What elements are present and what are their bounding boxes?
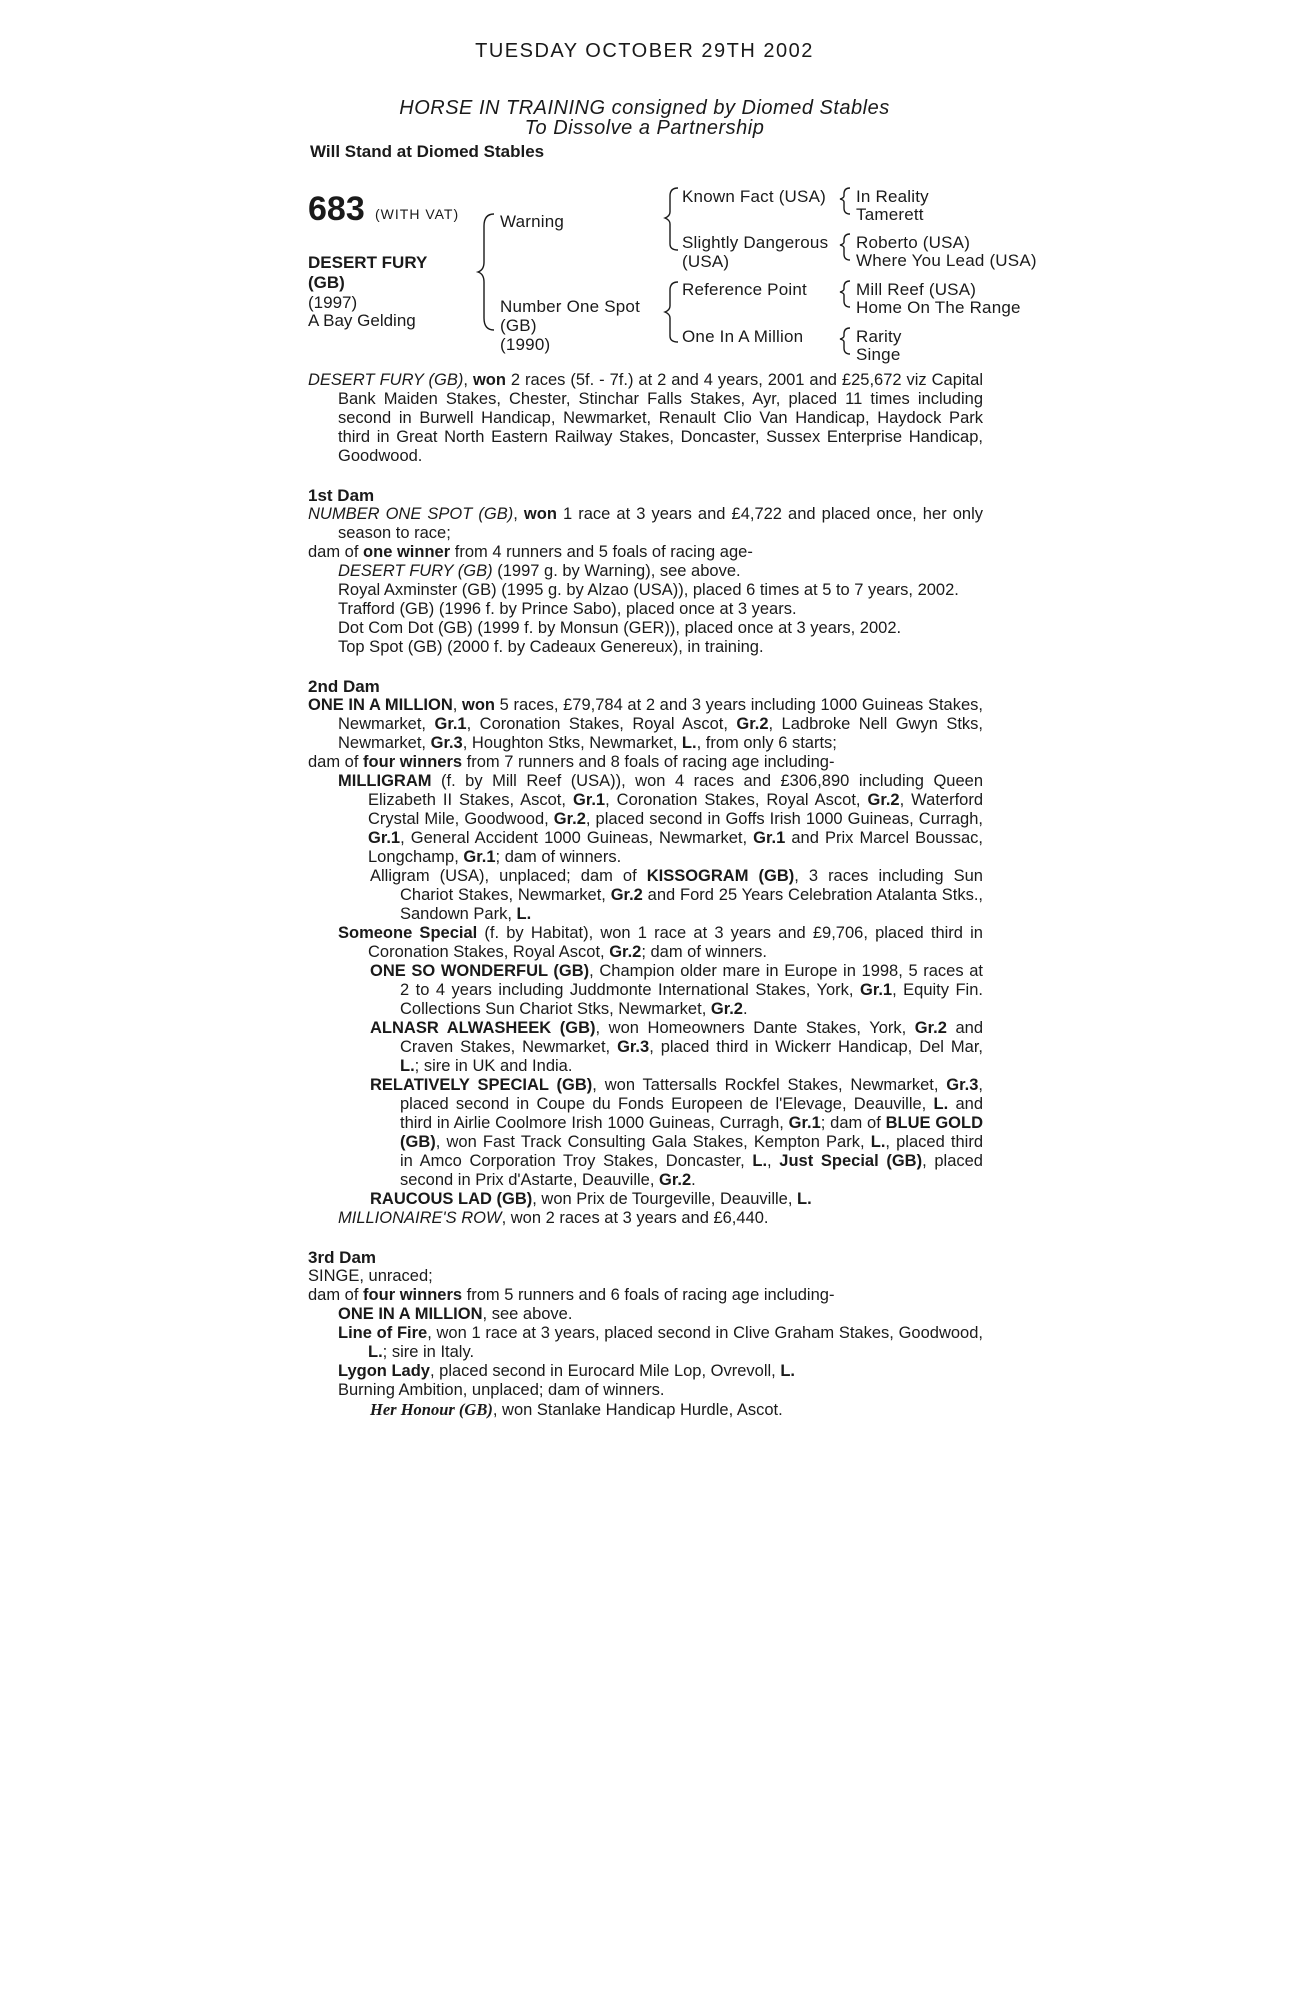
pedigree-dam — [500, 297, 640, 354]
racing-record: DESERT FURY (GB), won 2 races (5f. - 7f.) at 2 and 4 years, 2001 and £25,672 viz Capital Bank Maiden Stakes, Chester, Stinchar Falls Stakes, Ayr, placed 11 times including second in Burwell Handicap, Newmarket, Renault Clio Van Handicap, Haydock Park third in Great North Eastern Railway Stakes, Doncaster, Sussex Enterprise Handicap, Goodwood. — [308, 371, 984, 465]
pedigree-sire-dam — [682, 233, 828, 271]
second-dam-produce-summary: dam of four winners from 7 runners and 8 foals of racing age including- — [308, 753, 835, 771]
second-dam-record: ONE IN A MILLION, won 5 races, £79,784 at 2 and 3 years including 1000 Guineas Stakes, Newmarket, Gr.1, Coronation Stakes, Royal Ascot, Gr.2, Ladbroke Nell Gwyn Stks, Newmarket, Gr.3, Houghton Stks, Newmarket, L., from only 6 starts; — [308, 696, 984, 752]
produce-item: ONE IN A MILLION, see above. — [338, 1305, 573, 1323]
horse-name-line2: (GB) — [308, 273, 345, 292]
pedigree-dam-line2: (GB) — [500, 316, 537, 335]
brace-ss — [840, 188, 850, 214]
third-dam-produce-summary: dam of four winners from 5 runners and 6 foals of racing age including- — [308, 1286, 835, 1304]
pedigree-sire: Warning — [500, 212, 565, 231]
pedigree-sire-dam-line1: Slightly Dangerous — [682, 233, 829, 252]
produce-item: Burning Ambition, unplaced; dam of winners. — [338, 1381, 665, 1399]
produce-item-one-so-wonderful: ONE SO WONDERFUL (GB), Champion older mare in Europe in 1998, 5 races at 2 to 4 years including Juddmonte International Stakes, York, Gr.1, Equity Fin. Collections Sun Chariot Stks, Newmarket, Gr.2. — [370, 962, 983, 1018]
horse-name-ref: DESERT FURY (GB) — [308, 371, 464, 389]
horse-description: A Bay Gelding — [308, 311, 416, 330]
catalogue-body — [308, 371, 983, 1420]
brace-dd — [840, 328, 850, 354]
pedigree-dam-line3: (1990) — [500, 335, 551, 354]
produce-item: Top Spot (GB) (2000 f. by Cadeaux Genereux), in training. — [338, 638, 764, 656]
lot-number: 683 — [308, 190, 365, 228]
pedigree-ssd: Tamerett — [856, 205, 924, 224]
pedigree-dam-sire: Reference Point — [682, 280, 807, 299]
produce-item: Line of Fire, won 1 race at 3 years, placed second in Clive Graham Stakes, Goodwood, L.; sire in Italy. — [338, 1324, 983, 1361]
pedigree-braces — [0, 0, 1289, 380]
pedigree-dss: Mill Reef (USA) — [856, 280, 977, 299]
horse-name-line1: DESERT FURY — [308, 253, 428, 272]
first-dam-record: NUMBER ONE SPOT (GB), won 1 race at 3 years and £4,722 and placed once, her only season to race; — [308, 505, 983, 542]
produce-item: Lygon Lady, placed second in Eurocard Mile Lop, Ovrevoll, L. — [338, 1362, 796, 1380]
third-dam-record: SINGE, unraced; — [308, 1267, 433, 1285]
first-dam-heading: 1st Dam — [308, 486, 375, 505]
consignment-subtitle: To Dissolve a Partnership — [524, 117, 765, 139]
brace-sire — [665, 188, 678, 250]
consignment-title: HORSE IN TRAINING consigned by Diomed Stables — [399, 97, 890, 119]
produce-item-alligram: Alligram (USA), unplaced; dam of KISSOGRAM (GB), 3 races including Sun Chariot Stakes, Newmarket, Gr.2 and Ford 25 Years Celebration Atalanta Stks., Sandown Park, L. — [370, 867, 983, 923]
produce-item-raucous-lad: RAUCOUS LAD (GB), won Prix de Tourgeville, Deauville, L. — [370, 1190, 812, 1208]
produce-item-milligram: MILLIGRAM (f. by Mill Reef (USA)), won 4 races and £306,890 including Queen Elizabeth II Stakes, Ascot, Gr.1, Coronation Stakes, Royal Ascot, Gr.2, Waterford Crystal Mile, Goodwood, Gr.2, placed second in Goffs Irish 1000 Guineas, Curragh, Gr.1, General Accident 1000 Guineas, Newmarket, Gr.1 and Prix Marcel Boussac, Longchamp, Gr.1; dam of winners. — [338, 772, 984, 866]
pedigree-ddd: Singe — [856, 345, 901, 364]
produce-item: Dot Com Dot (GB) (1999 f. by Monsun (GER)), placed once at 3 years, 2002. — [338, 619, 902, 637]
brace-sd — [840, 234, 850, 260]
pedigree-dam-line1: Number One Spot — [500, 297, 641, 316]
horse-year: (1997) — [308, 293, 358, 312]
vat-note: (WITH VAT) — [375, 206, 460, 222]
second-dam-heading: 2nd Dam — [308, 677, 380, 696]
produce-item: Trafford (GB) (1996 f. by Prince Sabo), placed once at 3 years. — [338, 600, 797, 618]
brace-gen1 — [478, 214, 494, 330]
pedigree-dam-dam: One In A Million — [682, 327, 804, 346]
pedigree-sdd: Where You Lead (USA) — [856, 251, 1037, 270]
brace-ds — [840, 281, 850, 307]
pedigree-dsd: Home On The Range — [856, 298, 1021, 317]
produce-item: Royal Axminster (GB) (1995 g. by Alzao (USA)), placed 6 times at 5 to 7 years, 2002. — [338, 581, 959, 599]
pedigree-sss: In Reality — [856, 187, 929, 206]
pedigree-dds: Rarity — [856, 327, 902, 346]
produce-item-someone-special: Someone Special (f. by Habitat), won 1 race at 3 years and £9,706, placed third in Coronation Stakes, Royal Ascot, Gr.2; dam of winners. — [338, 924, 983, 961]
produce-item-millionaires-row: MILLIONAIRE'S ROW, won 2 races at 3 years and £6,440. — [338, 1209, 769, 1227]
pedigree-sds: Roberto (USA) — [856, 233, 971, 252]
produce-item-relatively-special: RELATIVELY SPECIAL (GB), won Tattersalls Rockfel Stakes, Newmarket, Gr.3, placed second in Coupe du Fonds Europeen de l'Elevage, Deauville, L. and third in Airlie Coolmore Irish 1000 Guineas, Curragh, Gr.1; dam of BLUE GOLD (GB), won Fast Track Consulting Gala Stakes, Kempton Park, L., placed third in Amco Corporation Troy Stakes, Doncaster, L., Just Special (GB), placed second in Prix d'Astarte, Deauville, Gr.2. — [370, 1076, 983, 1189]
produce-item: Her Honour (GB), won Stanlake Handicap Hurdle, Ascot. — [370, 1400, 783, 1419]
pedigree-sire-sire: Known Fact (USA) — [682, 187, 826, 206]
third-dam-heading: 3rd Dam — [308, 1248, 377, 1267]
brace-dam — [665, 282, 678, 342]
pedigree-sire-dam-line2: (USA) — [682, 252, 730, 271]
first-dam-produce-summary: dam of one winner from 4 runners and 5 foals of racing age- — [308, 543, 753, 561]
stabling-note: Will Stand at Diomed Stables — [310, 142, 545, 161]
produce-item: DESERT FURY (GB) (1997 g. by Warning), see above. — [338, 562, 741, 580]
produce-item-alnasr: ALNASR ALWASHEEK (GB), won Homeowners Dante Stakes, York, Gr.2 and Craven Stakes, Newmarket, Gr.3, placed third in Wickerr Handicap, Del Mar, L.; sire in UK and India. — [370, 1019, 983, 1075]
sale-date: TUESDAY OCTOBER 29TH 2002 — [475, 40, 814, 62]
